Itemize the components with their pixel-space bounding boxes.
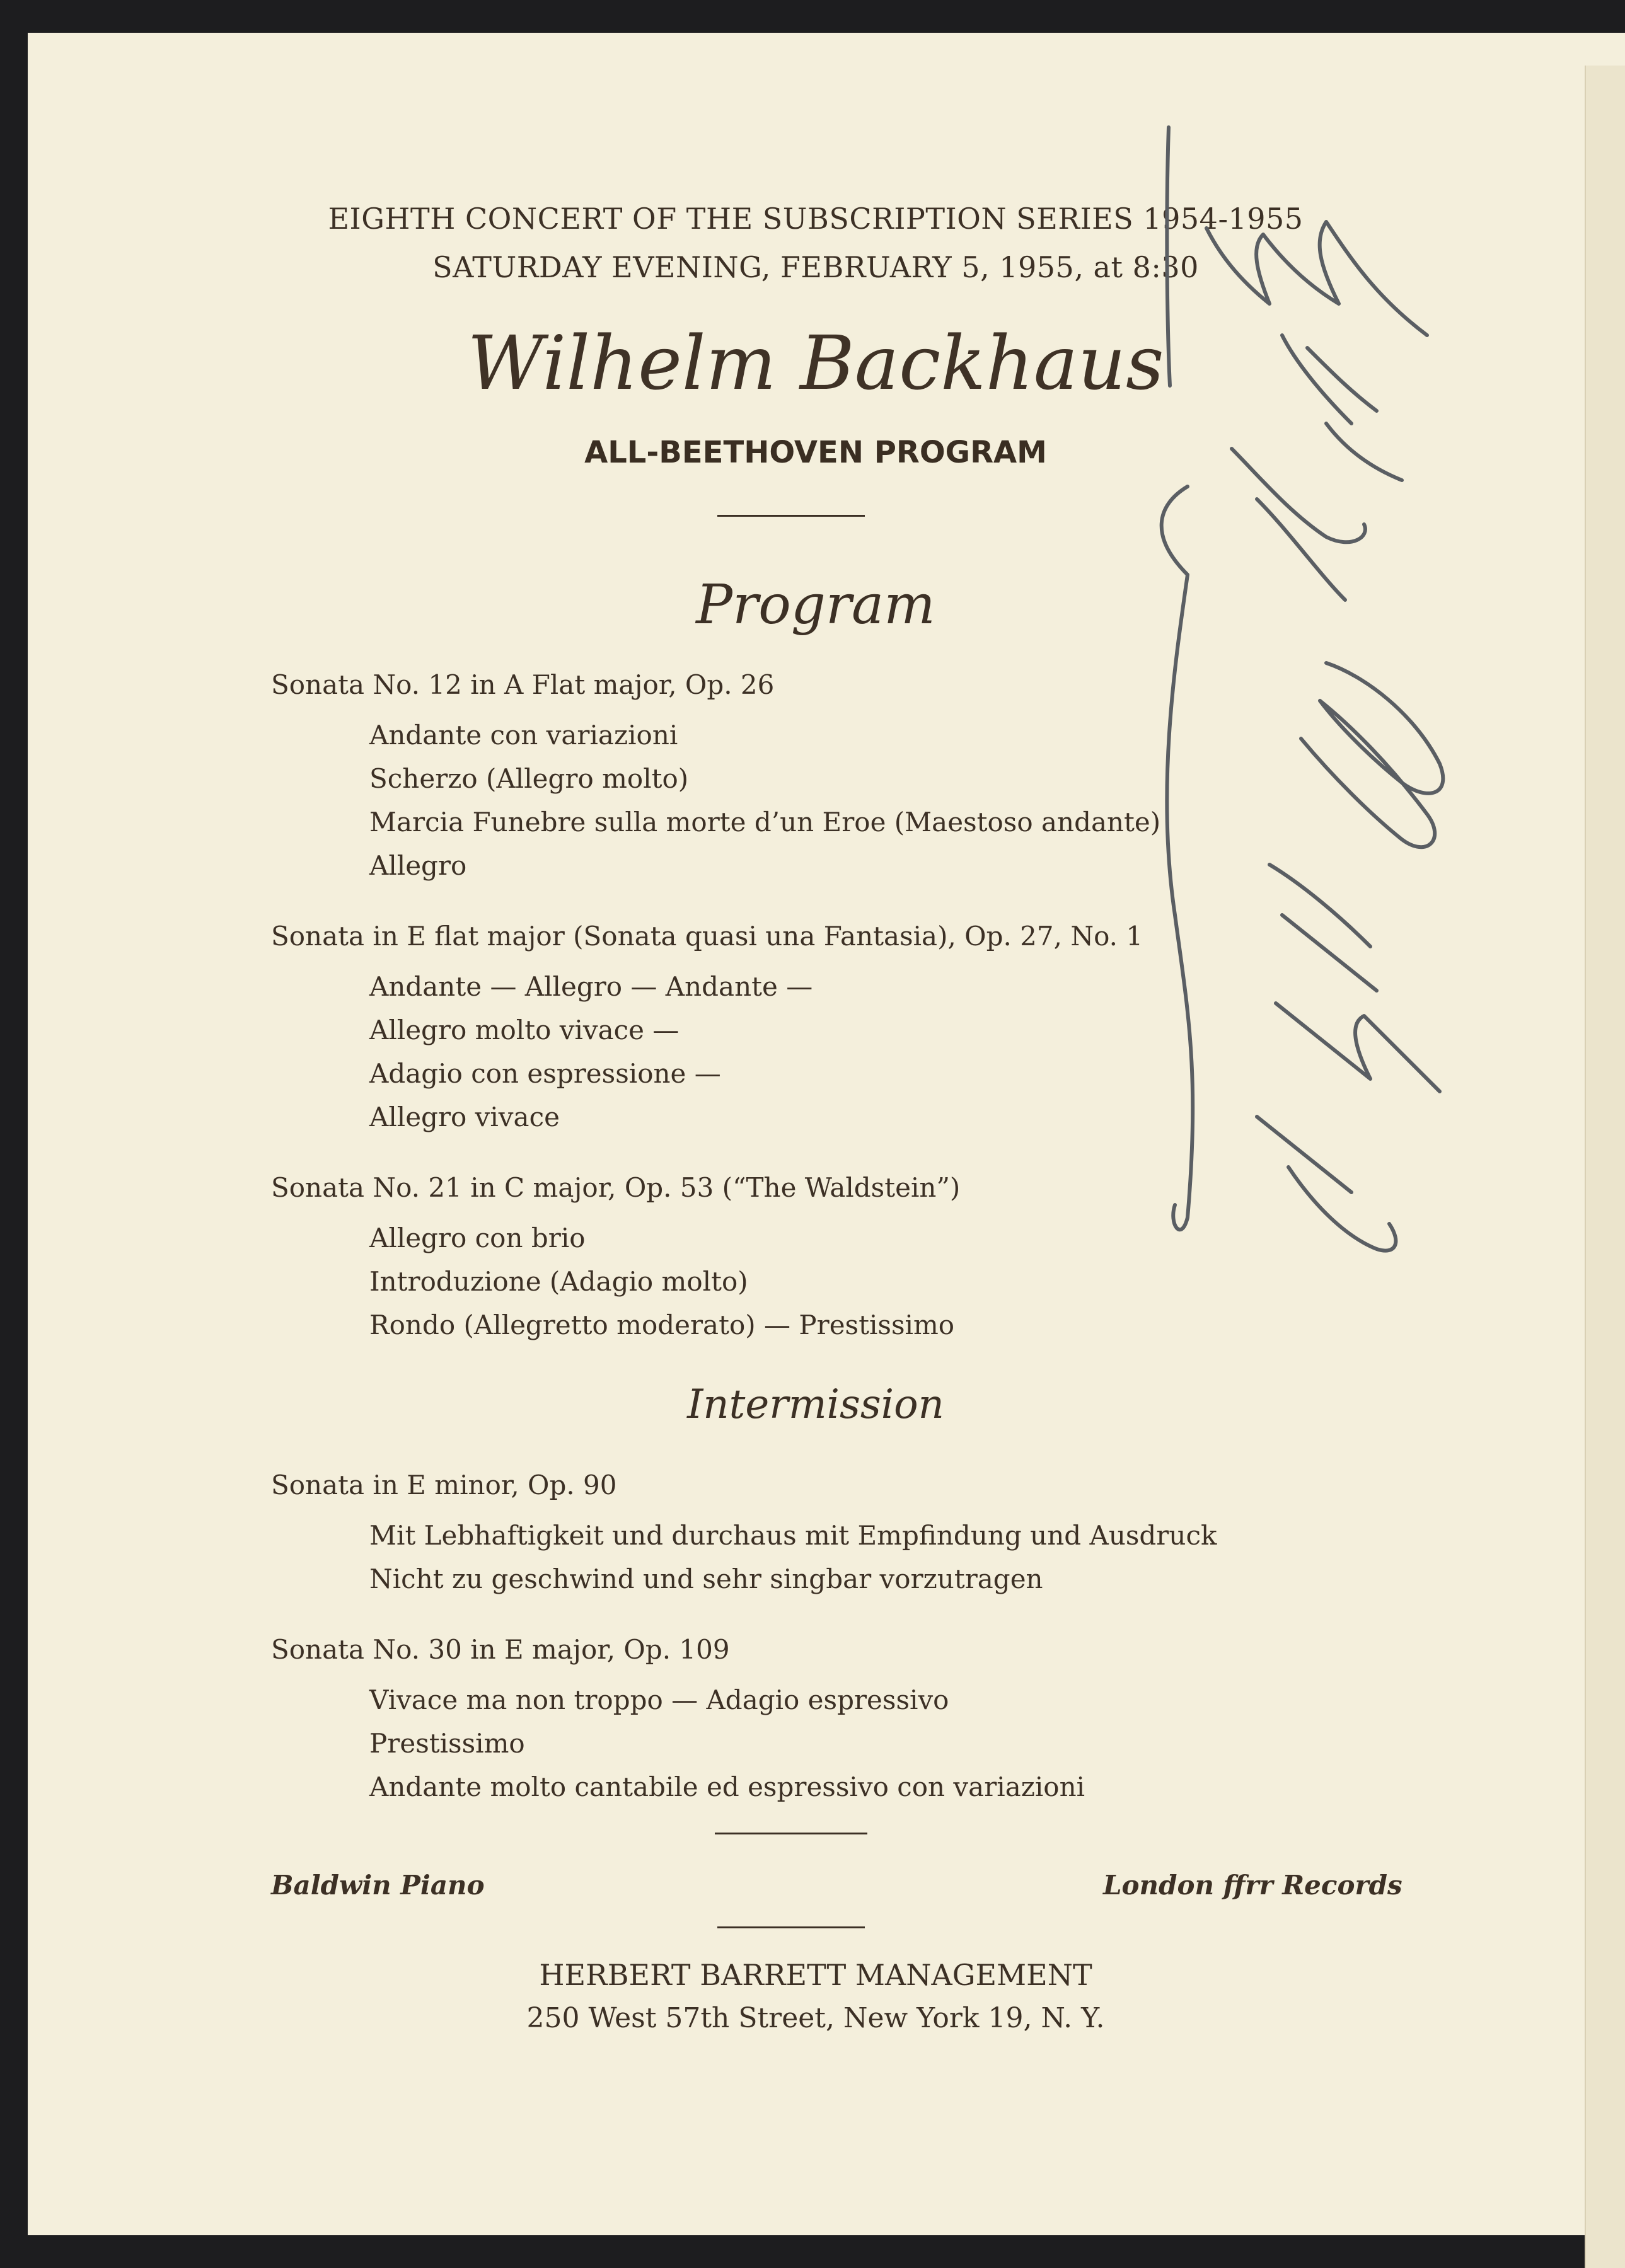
movement: Allegro con brio [369,1223,586,1253]
management-name: HERBERT BARRETT MANAGEMENT [539,1958,1092,1992]
piano-credit: Baldwin Piano [271,1870,485,1901]
divider [715,1833,867,1834]
movement: Introduzione (Adagio molto) [369,1266,748,1297]
movement: Adagio con espressione — [369,1058,721,1089]
work-title: Sonata No. 21 in C major, Op. 53 (“The Waldstein”) [271,1172,961,1203]
program-sheet [28,33,1625,2235]
movement: Rondo (Allegretto moderato) — Prestissimo [369,1310,955,1340]
movement: Andante con variazioni [369,720,678,751]
work-title: Sonata No. 12 in A Flat major, Op. 26 [271,669,775,700]
work-title: Sonata in E minor, Op. 90 [271,1470,617,1500]
movement: Prestissimo [369,1728,525,1759]
records-credit: London ffrr Records [1103,1870,1402,1901]
divider [717,1926,865,1928]
movement: Marcia Funebre sulla morte d’un Eroe (Maestoso andante) [369,807,1161,838]
movement: Allegro molto vivace — [369,1015,679,1045]
movement: Mit Lebhaftigkeit und durchaus mit Empfindung und Ausdruck [369,1520,1217,1551]
artist-name: Wilhelm Backhaus [467,319,1164,406]
divider [717,515,865,517]
movement: Allegro vivace [369,1102,560,1132]
movement: Allegro [369,850,467,881]
movement: Scherzo (Allegro molto) [369,763,689,794]
movement: Andante molto cantabile ed espressivo con variazioni [369,1771,1085,1802]
movement: Andante — Allegro — Andante — [369,971,813,1002]
program-heading: Program [696,573,935,636]
date-line: SATURDAY EVENING, FEBRUARY 5, 1955, at 8:30 [432,250,1199,284]
series-line: EIGHTH CONCERT OF THE SUBSCRIPTION SERIES 1954-1955 [328,202,1304,236]
program-subtitle: ALL-BEETHOVEN PROGRAM [584,435,1047,470]
handwritten-signature [1162,96,1478,1325]
management-address: 250 West 57th Street, New York 19, N. Y. [526,2002,1105,2034]
work-title: Sonata No. 30 in E major, Op. 109 [271,1634,730,1665]
movement: Nicht zu geschwind und sehr singbar vorzutragen [369,1563,1043,1594]
movement: Vivace ma non troppo — Adagio espressivo [369,1684,949,1715]
work-title: Sonata in E flat major (Sonata quasi una Fantasia), Op. 27, No. 1 [271,921,1143,952]
intermission-heading: Intermission [687,1381,944,1428]
